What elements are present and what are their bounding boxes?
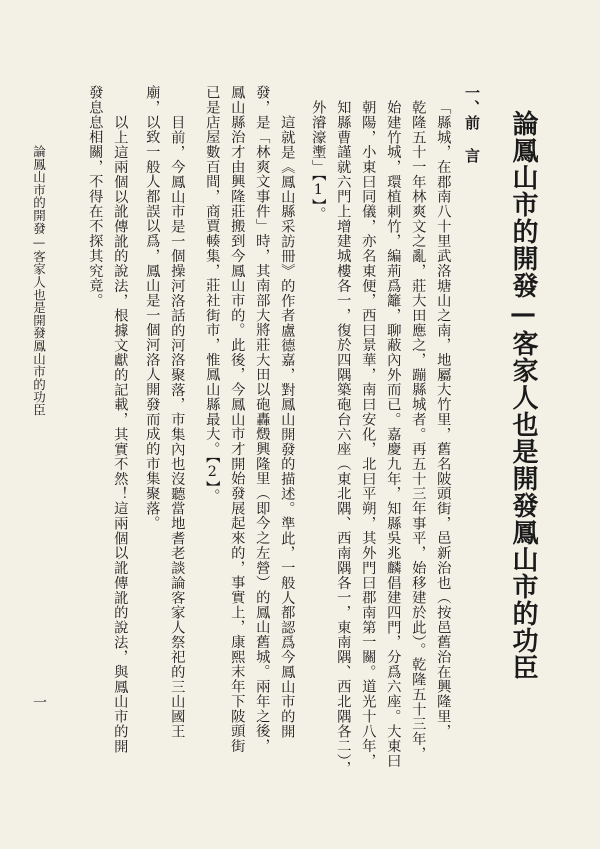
body-column: 目前，今鳳山市是一個操河洛話的河洛聚落，市集內也沒聽當地耆老談論客家人祭祀的三山國王: [169, 115, 186, 739]
body-column: 始建竹城，環植刺竹，編荊爲籬，聊蔽內外而已。嘉慶九年，知縣吳兆麟倡建四門，分爲六座。大東曰: [385, 100, 402, 769]
page-number: 一: [31, 695, 47, 709]
body-column: 「縣城，在郡南八十里武洛塘山之南，地屬大竹里，舊名陂頭街，邑新治也（按邑舊治在興隆里，: [435, 100, 452, 739]
body-column: 廟，以致一般人都誤以爲，鳳山是一個河洛人開發而成的市集聚落。: [144, 85, 161, 531]
body-column: 外濬濠壍」【1】。: [310, 100, 327, 222]
article-title: 論鳳山市的開發—客家人也是開發鳳山市的功臣: [508, 110, 538, 681]
body-column: 知縣曹謹就六門上增建城樓各一，復於四隅築砲台六座（東北隅、西南隅各一，東南隅、西北隅各二），: [335, 100, 352, 776]
body-column: 朝陽，小東曰同儀，亦名東便，西曰景華，南曰安化，北曰平朔，其外門曰郡南第一關。道光十八年，: [360, 100, 377, 769]
body-column: 乾隆五十一年林爽文之亂，莊大田應之，蹦縣城者。再五十三年事平，始移建於此）。乾隆五十三年，: [410, 100, 427, 762]
body-column: 這就是《鳳山縣采訪冊》的作者盧德嘉，對鳳山開發的描述。準此，一般人都認爲今鳳山市的開: [279, 115, 296, 739]
body-column: 已是店屋數百間，商賈輳集，莊社街市，惟鳳山縣最大。【2】。: [204, 85, 221, 504]
running-header: 論鳳山市的開發—客家人也是開發鳳山市的功臣: [31, 145, 47, 417]
body-column: 鳳山縣治才由興隆莊搬到今鳳山市的。此後，今鳳山市才開始發展起來的，事實上，康熙末年下陂頭街: [229, 85, 246, 754]
body-column: 發息息相關，不得在不探其究竟。: [87, 85, 104, 308]
body-column: 以上這兩個以訛傳訛的說法，根據文獻的記載，其實不然！這兩個以訛傳訛的說法，與鳳山市的開: [112, 115, 129, 754]
body-column: 發，是「林爽文事件」時，其南部大將莊大田以砲轟燬興隆里（即今之左營）的鳳山舊城。兩年之後，: [254, 85, 271, 754]
section-heading: 一、前 言: [463, 85, 481, 163]
